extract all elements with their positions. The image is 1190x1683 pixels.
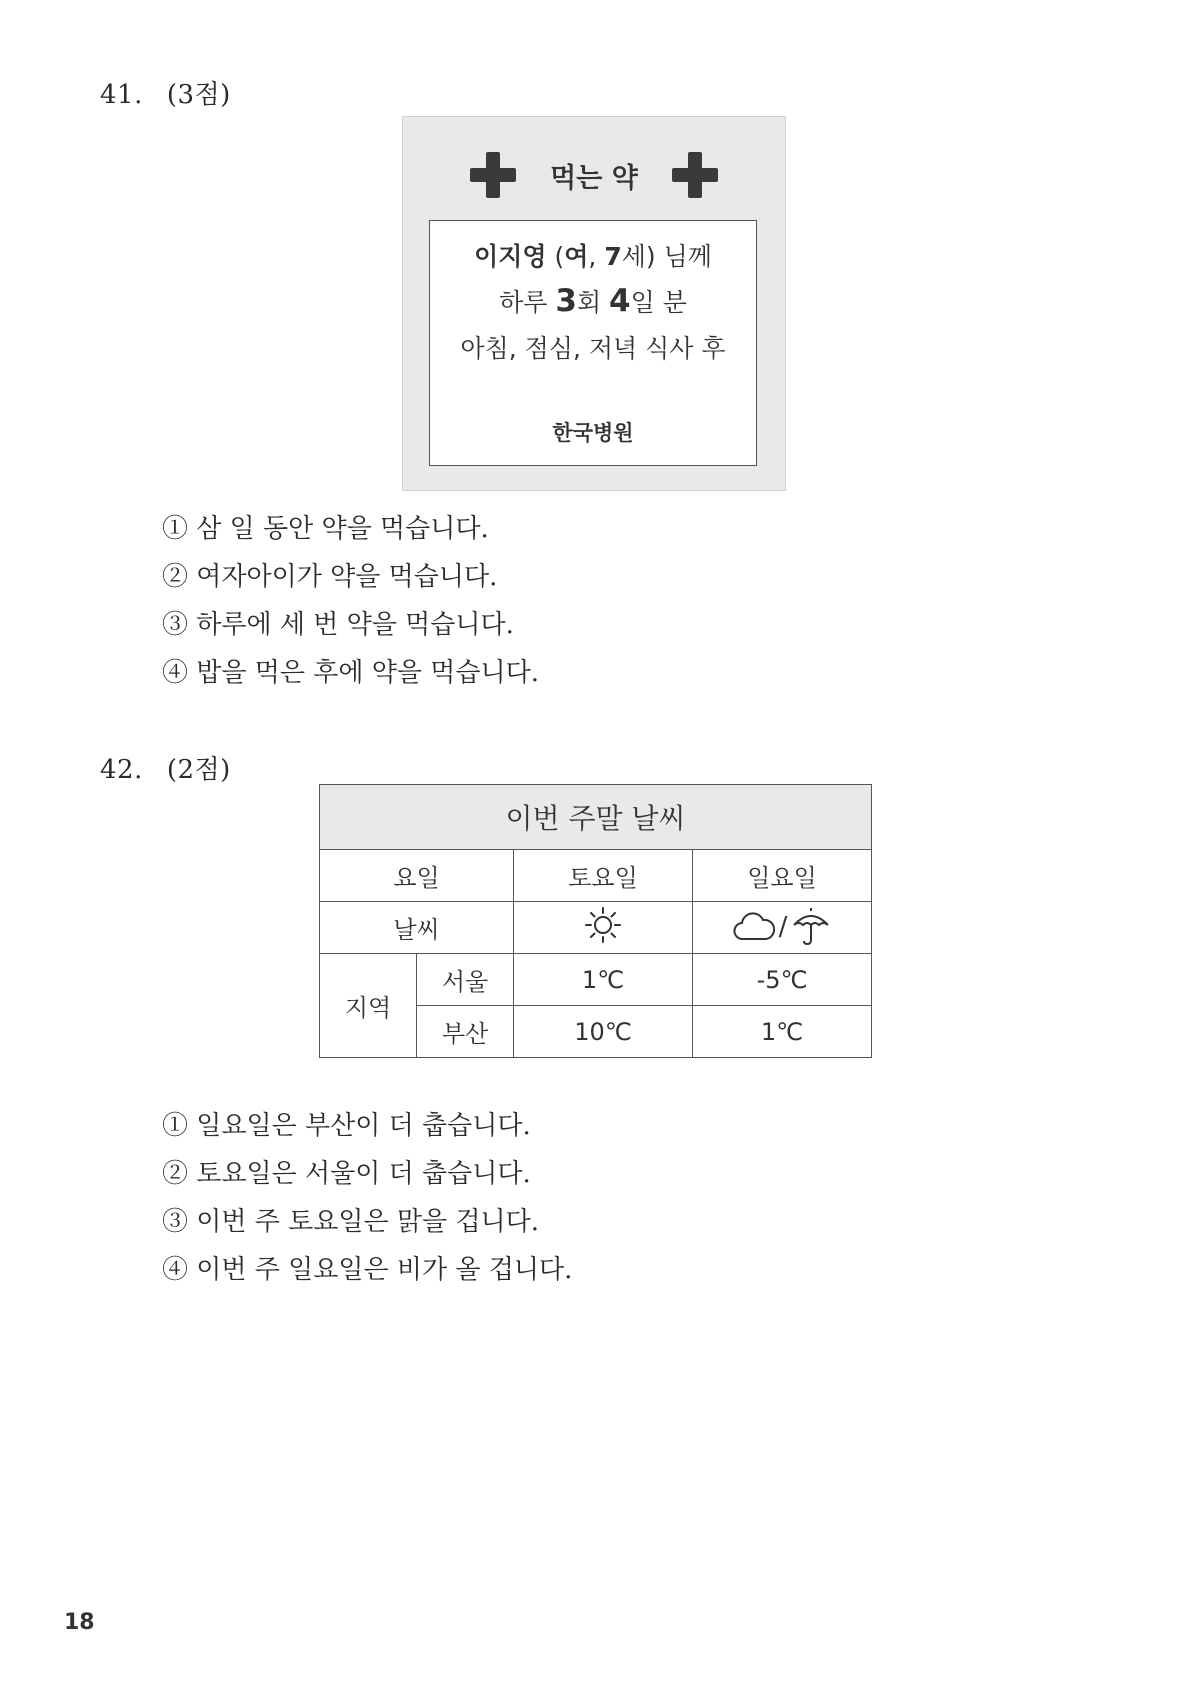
medicine-bag [402, 116, 786, 491]
medical-cross-icon [672, 152, 718, 198]
hospital-name: 한국병원 [552, 421, 634, 445]
busan-sunday-temp: 1℃ [693, 1006, 872, 1058]
timing-line: 아침, 점심, 저녁 식사 후 [460, 334, 726, 363]
choice-3[interactable]: ③ 이번 주 토요일은 맑을 겁니다. [162, 1207, 539, 1237]
prescription-label [429, 220, 757, 466]
choice-4[interactable]: ④ 밥을 먹은 후에 약을 먹습니다. [162, 658, 539, 688]
cloud-icon [733, 911, 775, 943]
sun-icon [583, 905, 623, 945]
medical-cross-icon [470, 152, 516, 198]
header-day: 요일 [320, 850, 514, 902]
umbrella-icon [791, 907, 831, 947]
patient-line: 이지영 (여, 7세) 님께 [474, 242, 712, 271]
patient-name: 이지영 [474, 242, 547, 271]
header-saturday: 토요일 [514, 850, 693, 902]
medicine-bag-title: 먹는 약 [550, 162, 638, 194]
page-number: 18 [64, 1610, 95, 1635]
header-sunday: 일요일 [693, 850, 872, 902]
weather-label: 날씨 [320, 902, 514, 954]
weather-table [319, 784, 872, 1058]
choice-2[interactable]: ② 토요일은 서울이 더 춥습니다. [162, 1159, 531, 1189]
question-42-choices [162, 1102, 572, 1294]
region-label: 지역 [320, 954, 417, 1058]
city-busan: 부산 [417, 1006, 514, 1058]
dosage-times: 3 [555, 283, 577, 319]
choice-1[interactable]: ① 삼 일 동안 약을 먹습니다. [162, 514, 489, 544]
patient-age: 7 [604, 242, 622, 271]
city-seoul: 서울 [417, 954, 514, 1006]
seoul-saturday-temp: 1℃ [514, 954, 693, 1006]
dosage-days: 4 [609, 283, 631, 319]
medicine-bag-header [403, 153, 785, 197]
question-number: 42. [100, 755, 143, 785]
question-41-header [100, 74, 231, 111]
sunday-weather [693, 902, 872, 954]
choice-2[interactable]: ② 여자아이가 약을 먹습니다. [162, 562, 498, 592]
question-41-choices [162, 505, 539, 697]
choice-3[interactable]: ③ 하루에 세 번 약을 먹습니다. [162, 610, 514, 640]
busan-saturday-temp: 10℃ [514, 1006, 693, 1058]
question-points: (3점) [166, 80, 231, 110]
question-points: (2점) [166, 755, 231, 785]
weather-table-title: 이번 주말 날씨 [320, 785, 872, 850]
dosage-line: 하루 3회 4일 분 [499, 283, 687, 319]
question-42-header [100, 749, 231, 786]
seoul-sunday-temp: -5℃ [693, 954, 872, 1006]
saturday-weather [514, 902, 693, 954]
patient-gender: 여 [564, 242, 589, 271]
question-number: 41. [100, 80, 143, 110]
choice-4[interactable]: ④ 이번 주 일요일은 비가 올 겁니다. [162, 1255, 573, 1285]
choice-1[interactable]: ① 일요일은 부산이 더 춥습니다. [162, 1111, 531, 1141]
weather-separator: / [778, 911, 788, 942]
